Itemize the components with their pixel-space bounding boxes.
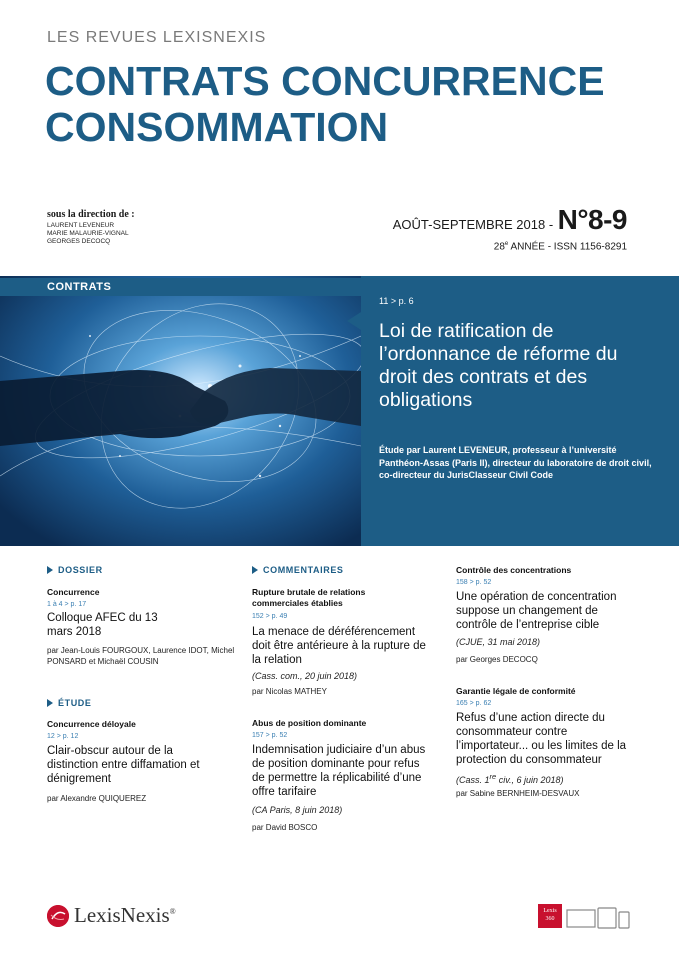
etude-author: par Alexandre QUIQUEREZ	[47, 794, 147, 803]
etude-ref: 12 > p. 12	[47, 733, 79, 740]
issue-number: N°8-9	[557, 204, 627, 235]
issue-issn: ANNÉE - ISSN 1156-8291	[508, 241, 627, 253]
comment-ref: 152 > p. 49	[252, 613, 288, 620]
logo-registered-mark: ®	[169, 907, 176, 916]
comment-author: par Sabine BERNHEIM-DESVAUX	[456, 789, 580, 798]
direction-heading: sous la direction de :	[47, 209, 135, 220]
commentaires-label-text: COMMENTAIRES	[263, 565, 344, 575]
etude-label	[47, 698, 92, 708]
badge-line2: 360	[545, 916, 555, 922]
comment-court: (Cass. com., 20 juin 2018)	[252, 671, 358, 681]
court-text-end: civ., 6 juin 2018)	[496, 775, 564, 785]
section-contrats-label: CONTRATS	[47, 281, 112, 293]
lexisnexis-logo-icon	[47, 905, 69, 927]
comment-ref: 158 > p. 52	[456, 579, 492, 586]
etude-title: Clair-obscur autour de la distinction entre diffamation et dénigrement	[47, 745, 200, 785]
dossier-title: Colloque AFEC du 13 mars 2018	[47, 612, 158, 638]
comment-category: Garantie légale de conformité	[456, 686, 576, 696]
commentaires-label	[252, 565, 344, 575]
director-name: GEORGES DECOCQ	[47, 238, 111, 245]
journal-title-line2: CONSOMMATION	[45, 104, 389, 150]
issue-date: AOÛT-SEPTEMBRE 2018 -	[392, 217, 554, 232]
lexis-360-badge	[538, 904, 562, 928]
dossier-label-text: DOSSIER	[58, 565, 103, 575]
series-name: LES REVUES LEXISNEXIS	[47, 29, 267, 46]
comment-category: Rupture brutale de relations commerciales établies	[252, 587, 366, 608]
badge-line1: Lexis	[543, 908, 557, 914]
feature-title: Loi de ratification de l’ordonnance de réforme du droit des contrats et des obligations	[379, 320, 618, 411]
panel-pointer	[347, 312, 361, 330]
issue-year-issn	[494, 241, 627, 252]
cover-photo-handshake	[0, 276, 361, 546]
etude-label-text: ÉTUDE	[58, 698, 92, 708]
comment-court	[456, 772, 564, 785]
etude-category: Concurrence déloyale	[47, 719, 136, 729]
dossier-category: Concurrence	[47, 587, 100, 597]
comment-ref: 165 > p. 62	[456, 700, 492, 707]
comment-title: Une opération de concentration suppose un changement de contrôle de l’entreprise cible	[456, 591, 617, 631]
journal-title	[45, 58, 605, 150]
triangle-bullet-icon	[252, 566, 258, 574]
feature-ref: 11 > p. 6	[379, 296, 414, 306]
court-text-sup: re	[489, 772, 497, 781]
dossier-author: par Jean-Louis FOURGOUX, Laurence IDOT, Michel PONSARD et Michaël COUSIN	[47, 646, 235, 666]
devices-icon	[566, 906, 632, 935]
issue-year-suffix: e	[504, 241, 509, 247]
comment-title: La menace de déréférencement doit être antérieure à la rupture de la relation	[252, 626, 426, 666]
logo-wordmark: LexisNexis	[74, 903, 170, 927]
director-name: LAURENT LEVENEUR	[47, 222, 115, 229]
court-text-start: (Cass. 1	[456, 775, 490, 785]
triangle-bullet-icon	[47, 699, 53, 707]
issue-info	[393, 204, 627, 236]
journal-title-line1: CONTRATS CONCURRENCE	[45, 58, 605, 104]
feature-author: Étude par Laurent LEVENEUR, professeur à l’université Panthéon-Assas (Paris II), directeur du laboratoire de droit civil, co-directeur du JurisClasseur Civil Code	[379, 445, 652, 480]
comment-court: (CJUE, 31 mai 2018)	[456, 637, 541, 647]
dossier-label	[47, 565, 103, 575]
comment-title: Indemnisation judiciaire d’un abus de position dominante pour refus de permettre la réplicabilité d’une offre tarifaire	[252, 744, 426, 798]
comment-title: Refus d’une action directe du consommateur contre l’importateur... ou les limites de la protection du consommateur	[456, 712, 627, 766]
comment-category: Abus de position dominante	[252, 718, 367, 728]
director-name: MARIE MALAURIE-VIGNAL	[47, 230, 129, 237]
lexisnexis-logo-text	[74, 903, 176, 928]
issue-year-number: 28	[493, 241, 505, 253]
comment-author: par Georges DECOCQ	[456, 655, 538, 664]
comment-category: Contrôle des concentrations	[456, 565, 572, 575]
comment-court: (CA Paris, 8 juin 2018)	[252, 805, 343, 815]
comment-author: par Nicolas MATHEY	[252, 687, 327, 696]
comment-ref: 157 > p. 52	[252, 732, 288, 739]
triangle-bullet-icon	[47, 566, 53, 574]
dossier-ref: 1 à 4 > p. 17	[47, 601, 87, 608]
comment-author: par David BOSCO	[252, 823, 318, 832]
